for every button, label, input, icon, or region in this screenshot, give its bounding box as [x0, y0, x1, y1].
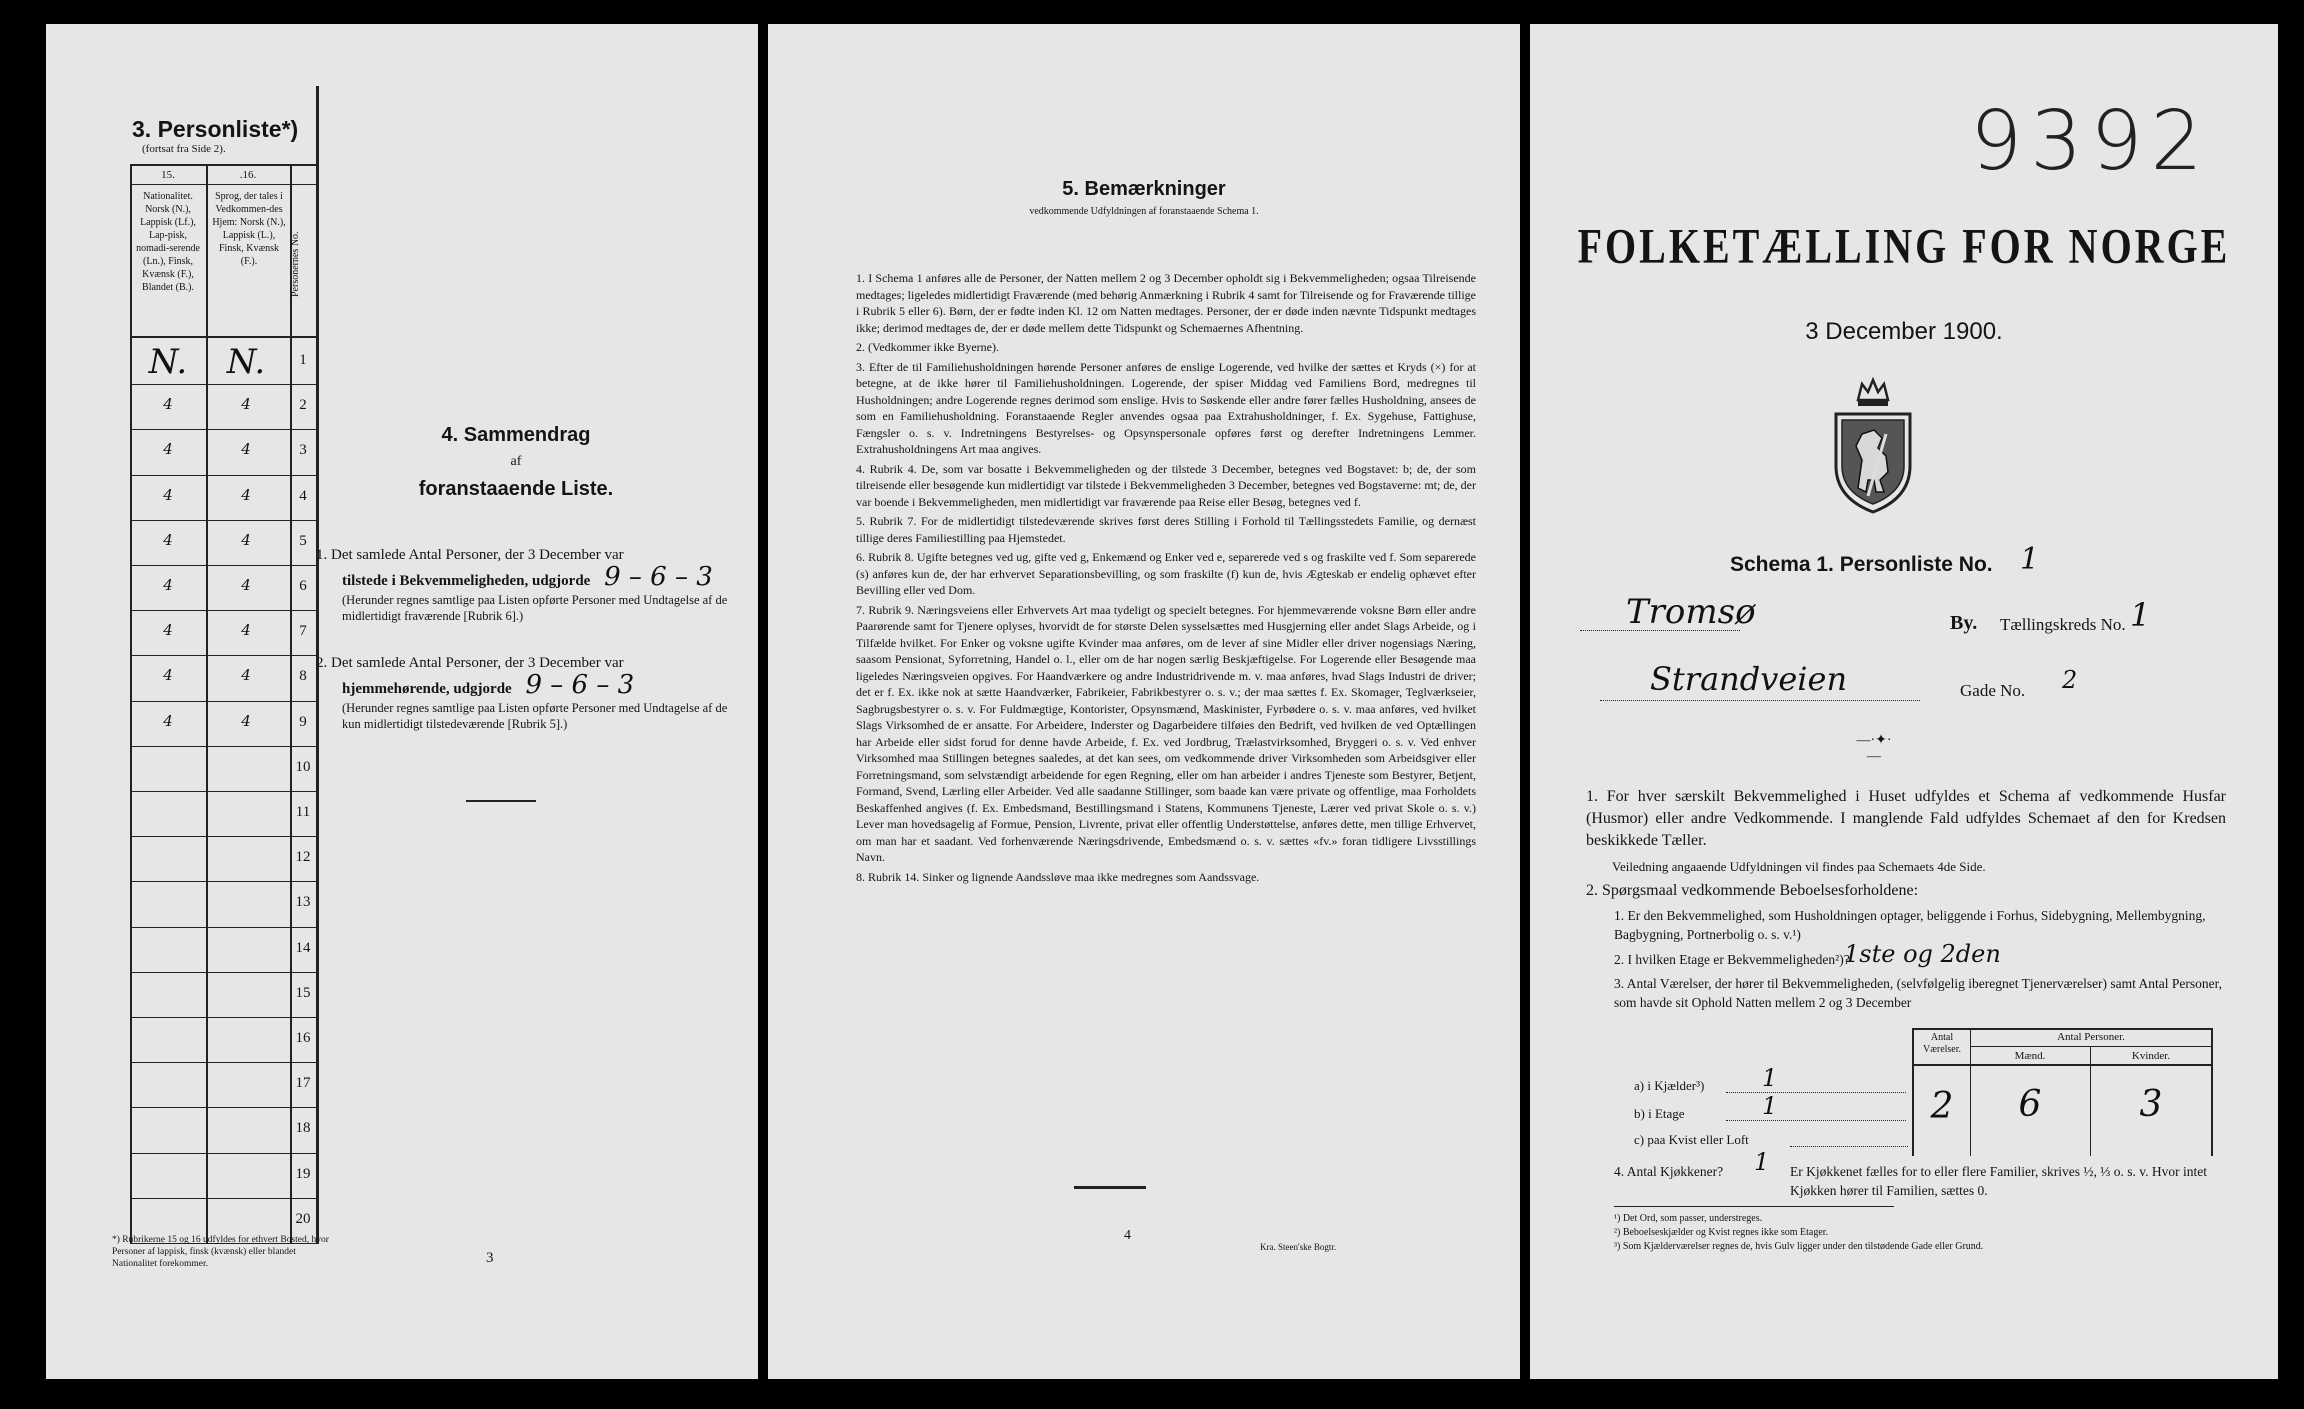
instruction-1: 1. For hver særskilt Bekvemmelighed i Huset udfyldes et Schema af vedkommende Husfar (Husmor) eller andre Vedkommende. I manglende Fald udfyldes Schemaet af den for Kredsen beskikkede Tæller. — [1586, 788, 2226, 849]
handwritten-ditto-mark: 4 — [241, 711, 251, 730]
col-16-number: .16. — [239, 169, 257, 181]
item-2-label: hjemmehørende, udgjorde — [342, 681, 512, 697]
handwritten-ditto-mark: 4 — [241, 621, 251, 640]
row-rule — [130, 655, 318, 656]
row-rule — [130, 1017, 318, 1018]
row-number: 11 — [295, 804, 311, 820]
page-1-front — [1530, 24, 2278, 1379]
gade-no-value: 2 — [2062, 666, 2078, 694]
row-rule — [130, 791, 318, 792]
row-number: 12 — [295, 849, 311, 866]
handwritten-ditto-mark: 4 — [241, 576, 251, 594]
row-a-line — [1726, 1092, 1906, 1093]
row-number: 10 — [295, 758, 311, 775]
note-1: 1. I Schema 1 anføres alle de Personer, der Natten mellem 2 og 3 December opholdt sig i Bekvemmeligheden; ogsaa Tilreisende medtages; ligeledes midlertidigt Fraværende (med behørig Anmærkning i Rubrik 4 samt for Tilreisende og for Fraværende tillige i Rubrik 5 eller 6). Børn, der er fødte inden Kl. 12 om Natten medtages. Personer, der er døde inden nævnte Tidspunkt medtages ikke; derimod medtages de, der er døde mellem dette Tidspunkt og Schemaernes Afhentning. — [856, 271, 1476, 335]
table-subhead-line — [1970, 1046, 2212, 1047]
sammendrag-item-1 — [316, 544, 736, 624]
gade-line — [1600, 700, 1920, 701]
item-1-note: (Herunder regnes samtlige paa Listen opførte Personer med Undtagelse af de midlertidigt fraværende [Rubrik 6].) — [342, 593, 728, 623]
note-2: 2. (Vedkommer ikke Byerne). — [856, 340, 999, 354]
question-1: 1. Er den Bekvemmelighed, som Husholdningen optager, beliggende i Forhus, Sidebygning, Mellembygning, Bagbygning, Portnerbolig o. s. v.¹) — [1614, 908, 2206, 942]
section-divider — [466, 800, 536, 802]
main-title: FOLKETÆLLING FOR NORGE — [1577, 217, 2231, 274]
table-header-rule — [130, 336, 318, 338]
sammendrag-item-2 — [316, 652, 736, 732]
archive-number: 9392 — [1970, 94, 2211, 189]
gade-label: Gade No. — [1960, 681, 2026, 700]
personliste-title: 3. Personliste*) — [132, 116, 299, 142]
handwritten-ditto-mark: 4 — [241, 395, 251, 414]
question-4-label: 4. Antal Kjøkkener? — [1614, 1164, 1724, 1179]
question-3: 3. Antal Værelser, der hører til Bekvemmeligheden, (selvfølgelig iberegnet Tjenerværelser) samt Antal Personer, som havde sit Ophold Natten mellem 2 og 3 December — [1614, 976, 2222, 1010]
row-number: 1 — [299, 352, 307, 368]
row-number: 13 — [295, 894, 311, 911]
table-head-rooms: Antal Værelser. — [1922, 1032, 1962, 1055]
norway-coat-of-arms-icon — [1828, 376, 1918, 516]
col-15-header: Nationalitet. Norsk (N.), Lappisk (Lf.), Lap-pisk, nomadi-serende (Ln.), Finsk, Kvænsk (F.), Blandet (B.). — [136, 191, 200, 293]
handwritten-ditto-mark: 4 — [163, 576, 173, 594]
value-rooms: 2 — [1930, 1086, 1954, 1127]
census-date: 3 December 1900. — [1805, 318, 2003, 345]
value-women: 3 — [2139, 1084, 2163, 1125]
bemaerkninger-subtitle: vedkommende Udfyldningen af foranstaaende Schema 1. — [1029, 206, 1259, 217]
schema-value: 1 — [2020, 542, 2040, 577]
kreds-value: 1 — [2130, 596, 2151, 634]
page-number-4: 4 — [1124, 1228, 1131, 1243]
row-number: 9 — [299, 713, 307, 730]
item-1-line-1: 1. Det samlede Antal Personer, der 3 December var — [316, 547, 624, 563]
table-head-women: Kvinder. — [2131, 1050, 2171, 1062]
row-rule — [130, 1198, 318, 1199]
row-a-label: a) i Kjælder³) — [1634, 1078, 1705, 1093]
row-number: 4 — [299, 487, 307, 504]
col-15-number: 15. — [161, 169, 175, 181]
row-number: 8 — [299, 668, 307, 685]
instruction-1-note: Veiledning angaaende Udfyldningen vil findes paa Schemaets 4de Side. — [1612, 859, 1986, 874]
note-6: 6. Rubrik 8. Ugifte betegnes ved ug, gifte ved g, Enkemænd og Enker ved e, separerede ved s og fraskilte ved f. Som separerede (s) anføres kun de, der har erhvervet Separationsbevilling, og som fraskilte (f) kun de, hvis Ægteskab er endelig ophævet efter Bevilling eller ved Dom. — [856, 550, 1476, 597]
note-8: 8. Rubrik 14. Sinker og lignende Aandssløve maa ikke medregnes som Aandssvage. — [856, 869, 1260, 884]
row-rule — [130, 972, 318, 973]
bemaerkninger-list — [856, 270, 1476, 1150]
row-number: 18 — [295, 1120, 311, 1137]
bemaerkninger-title: 5. Bemærkninger — [1062, 178, 1226, 200]
row-number: 5 — [299, 532, 307, 549]
row-c-line — [1790, 1146, 1908, 1147]
row-c-label: c) paa Kvist eller Loft — [1634, 1132, 1749, 1147]
page-4-bemaerkninger — [768, 24, 1520, 1379]
table-top — [1912, 1028, 2212, 1030]
personliste-footnote: *) Rubrikerne 15 og 16 udfyldes for ethvert Bosted, hvor Personer af lappisk, finsk (kvænsk) eller blandet Nationalitet forekommer. — [112, 1235, 329, 1269]
handwritten-ditto-mark: 4 — [163, 666, 173, 685]
gade-value: Strandveien — [1650, 660, 1848, 698]
item-1-line-2 — [316, 562, 736, 592]
sammendrag-title: 4. Sammendrag — [441, 424, 591, 446]
handwritten-nationality-mark: N. — [226, 342, 266, 382]
row-rule — [130, 836, 318, 837]
by-value: Tromsø — [1626, 592, 1756, 632]
item-1-value: 9 – 6 – 3 — [604, 562, 713, 592]
note-7: 7. Rubrik 9. Næringsveiens eller Erhvervets Art maa tydeligt og specielt betegnes. For hjemmeværende voksne Børn eller andre Paarørende samt for Tjenere oplyses, hvorvidt de for største Delen sysselsættes med Husgjerning eller andet Slags Arbeide, og i Tilfælde hvilket. For Enker og voksne ugifte Kvinder maa anføres, om de lever af sine Midler eller driver nogensiags Næring, saasom Pensionat, Syforretning, Handel o. l., eller om de har nogen særlig Beskjæftigelse. For Logerende eller Besøgende maa ligeledes Næringsveien opgives. For Haandværkere og andre Industridrivende m. v. maa anføres, hvad Slags Industri de driver; det er f. Ex. ikke nok at sætte Haandværker, Fabrikeier, Fabrikbestyrer o. s. v.; der maa sættes f. Ex. Skomager, Teglværkseier, Sagbrugsbestyrer o. s. v. For Fuldmægtige, Kontorister, Opsynsmænd, Maskinister, Fyrbødere o. s. v. maa anføres, ved hvilket Slags Virksomhed de er ansatte. For Arbeidere, Inderster og Dagarbeidere tilføies den Bedrift, ved hvilken de ved Optællingen har Arbeide eller sidst forud for denne havde Arbeide, f. Ex. ved Jordbrug, Trælastvirksomhed, Bryggeri o. s. v. Ved enhver Virksomhed maa Stillingen betegnes saaledes, at det kan sees, om vedkommende driver Virksomheden som Arbeidsgiver eller Forretningsmand, som selvstændigt arbeidende for egen Regning, eller om han arbeider i andres Tjeneste som Bestyrer, Betjent, Formand, Svend, Lærling eller Arbeider. Ved alle saadanne Stillinger, som baade kan være private og offentlige, maa Forholdets Beskaffenhed angives (f. Ex. Embedsmand, Bestillingsmand i Statens, Kommunens Tjeneste, Lærer ved privat Skole o. s. v.) Lever man hovedsagelig af Formue, Pension, Livrente, privat eller offentlig Understøttelse, anføres dette, men tillige Erhvervet, om man har et saadant. Ved forhenværende Næringsdrivende, Embedsmænd o. s. v. sættes «fv.» foran tidligere Livsstillings Navn. — [856, 602, 1476, 864]
note-5: 5. Rubrik 7. For de midlertidigt tilstedeværende skrives først deres Stilling i Forhold til Tællingsstedets Familie, og dernæst tillige deres Familiestilling paa Hjemstedet. — [856, 514, 1476, 545]
handwritten-ditto-mark: 4 — [241, 666, 251, 685]
row-number: 7 — [299, 623, 307, 640]
footnote-2: ²) Beboelseskjælder og Kvist regnes ikke som Etager. — [1614, 1227, 1829, 1238]
row-rule — [130, 429, 318, 430]
table-top-rule — [130, 164, 318, 166]
personliste-subtitle: (fortsat fra Side 2). — [142, 143, 226, 155]
page-3-personliste — [46, 24, 758, 1379]
sammendrag-af: af — [510, 454, 522, 469]
handwritten-ditto-mark: 4 — [163, 530, 173, 549]
row-rule — [130, 1107, 318, 1108]
row-b-label: b) i Etage — [1634, 1106, 1685, 1121]
footnote-3: ³) Som Kjælderværelser regnes de, hvis Gulv ligger under den tilstødende Gade eller Grund. — [1614, 1241, 1984, 1252]
table-head-line — [1912, 1064, 2212, 1066]
value-men: 6 — [2018, 1084, 2042, 1125]
item-1-label: tilstede i Bekvemmeligheden, udgjorde — [342, 573, 591, 589]
row-rule — [130, 881, 318, 882]
row-number: 17 — [295, 1075, 311, 1092]
row-number: 19 — [295, 1165, 311, 1182]
table-border-left — [130, 164, 132, 1244]
row-rule — [130, 1062, 318, 1063]
handwritten-nationality-mark: N. — [148, 342, 188, 382]
row-rule — [130, 1153, 318, 1154]
handwritten-ditto-mark: 4 — [241, 485, 251, 504]
row-a-hand: 1 — [1762, 1064, 1778, 1092]
printer-mark: Kra. Steen'ske Bogtr. — [1260, 1242, 1337, 1252]
question-2-answer: 1ste og 2den — [1844, 940, 2001, 968]
row-rule — [130, 565, 318, 566]
footnote-rule — [1614, 1206, 1894, 1207]
row-rule — [130, 701, 318, 702]
row-b-hand: 1 — [1762, 1092, 1778, 1120]
row-rule — [130, 927, 318, 928]
row-rule — [130, 610, 318, 611]
row-rule — [130, 384, 318, 385]
handwritten-ditto-mark: 4 — [163, 395, 173, 414]
instruction-2: 2. Spørgsmaal vedkommende Beboelsesforholdene: — [1586, 882, 1919, 899]
note-3: 3. Efter de til Familiehusholdningen hørende Personer anføres de enslige Logerende, ved hvilke der sættes et Kryds (×) for at betegne, at de ikke hører til Familiehusholdningen. Logerende, der spiser Middag ved Familiens Bord, medregnes til Husholdningen; andre Logerende regnes derimod som enslige. Hvis to Søskende eller andre fører fælles Husholdning, ansees de som en Familiehusholdning. Foranstaaende Regler anvendes ogsaa paa Extrahusholdninger, f. Ex. Sygehuse, Fattighuse, Fængsler o. s. v. Indretningens Bestyrelses- og Opsynspersonale opføres først og derefter Indretningens Lemmer. Extrahusholdningens Art maa angives. — [856, 359, 1476, 456]
item-2-note: (Herunder regnes samtlige paa Listen opførte Personer med Undtagelse af de kun midlertidigt tilstedeværende [Rubrik 5].) — [342, 701, 728, 731]
row-number: 14 — [295, 939, 311, 956]
handwritten-ditto-mark: 4 — [163, 621, 173, 640]
handwritten-ditto-mark: 4 — [163, 485, 173, 504]
row-b-line — [1726, 1120, 1906, 1121]
table-head-men: Mænd. — [2014, 1050, 2046, 1062]
row-number: 15 — [295, 984, 311, 1001]
row-number: 16 — [295, 1030, 311, 1046]
question-4-rest: Er Kjøkkenet fælles for to eller flere Familier, skrives ½, ⅓ o. s. v. Hvor intet Kjøkken hører til Familien, sættes 0. — [1790, 1164, 2207, 1198]
row-rule — [130, 746, 318, 747]
handwritten-ditto-mark: 4 — [163, 440, 173, 459]
col-personnr-header: Personernes No. — [290, 231, 301, 297]
handwritten-ditto-mark: 4 — [241, 530, 251, 549]
ornament: —·✦·— — [1856, 733, 1892, 764]
row-number: 3 — [299, 442, 307, 459]
kreds-label: Tællingskreds No. — [2000, 615, 2126, 634]
item-2-value: 9 – 6 – 3 — [525, 670, 635, 700]
by-label: By. — [1950, 612, 1978, 634]
table-head-persons: Antal Personer. — [2057, 1031, 2125, 1043]
item-2-line-1: 2. Det samlede Antal Personer, der 3 December var — [316, 655, 624, 671]
page-number-3: 3 — [486, 1250, 494, 1266]
col-16-header: Sprog, der tales i Vedkommen-des Hjem: Norsk (N.), Lappisk (L.), Finsk, Kvænsk (F.). — [212, 191, 286, 267]
question-4-value: 1 — [1754, 1148, 1770, 1176]
question-2: 2. I hvilken Etage er Bekvemmeligheden²)? — [1614, 952, 1850, 967]
end-divider — [1074, 1186, 1146, 1189]
schema-label: Schema 1. Personliste No. — [1730, 553, 1993, 576]
table-divider-15-16 — [206, 164, 208, 1244]
footnote-1: ¹) Det Ord, som passer, understreges. — [1614, 1213, 1763, 1224]
item-2-line-2 — [316, 670, 736, 700]
sammendrag-subtitle: foranstaaende Liste. — [418, 478, 614, 500]
table-colnum-rule — [130, 184, 318, 185]
row-rule — [130, 475, 318, 476]
handwritten-ditto-mark: 4 — [241, 440, 251, 459]
row-rule — [130, 520, 318, 521]
handwritten-ditto-mark: 4 — [163, 711, 173, 730]
row-number: 2 — [299, 397, 307, 414]
row-number: 6 — [299, 578, 307, 594]
row-number: 20 — [295, 1210, 311, 1227]
note-4: 4. Rubrik 4. De, som var bosatte i Bekvemmeligheden og der tilstede 3 December, betegnes ved Bogstavet: b; de, der som tilreisende eller besøgende kun midlertidigt var tilstede i Bekvemmeligheden 3 December, betegnes ved Bogstaverne: mt; de, der var boende i Bekvemmeligheden, men midlertidigt var fraværende paa Reise eller Besøg, betegnes ved f. — [856, 461, 1476, 509]
